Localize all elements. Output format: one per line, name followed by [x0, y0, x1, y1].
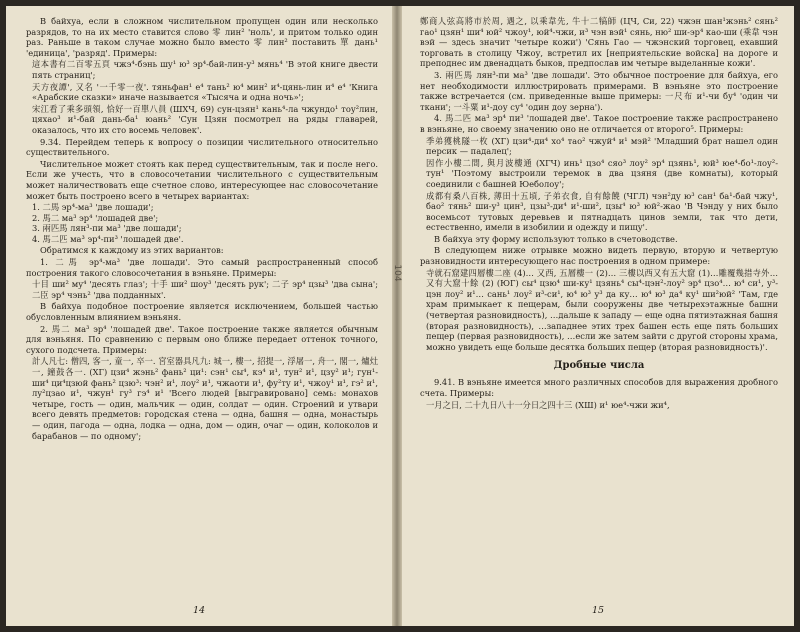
example: 計人凡七: 僧四, 客一, 童一, 卒一. 宮室器具凡九: 城一, 樓一, 招提一, 浮屠一, 舟一, 閣一, 爐灶一, 鐘鼓各一. (ХГ) цзи⁴ жэнь² фань² ци¹: сэн¹ сы⁴, кэ⁴ и¹, тун² и¹, цзу² и¹; гун¹-ши⁴ ци⁴цзюй фань² цзю³: чэн² и¹, лоу² и¹, чжаоти и¹, фу²ту и¹, чжоу¹ и¹, гэ² и¹, лу²цзао и¹, чжун¹ гу³ гэ⁴ и¹ 'Всего людей [выгравировано] семь: монахов четыре, гость — один, мальчик — один, солдат — один. Строений и утвари всего девять предметов: городская стена — одна, башня — одна, монастырь — один, пагода — одна, лодка — одна, дом — один, очаг — один, колоколов и барабанов — по одному';	[32, 356, 378, 441]
paragraph: 3. 兩匹馬 лян³-пи ма³ 'две лошади'. Это обычное построение для байхуа, его нет необходимости иллюстрировать примерами. В вэньяне это построение также встречается (см. приведенные выше примеры: 一尺布 и¹-чи бу⁴ 'один чи ткани'; 一斗粟 и¹-доу су⁴ 'один доу зерна').	[420, 69, 778, 112]
left-page-body	[26, 16, 378, 441]
right-page	[402, 6, 794, 626]
page-number-right: 15	[591, 605, 605, 616]
example: 十目 ши² му⁴ 'десять глаз'; 十手 ши² шоу³ 'десять рук'; 二子 эр⁴ цзы³ 'два сына'; 二臣 эр⁴ чэнь² 'два подданных'.	[32, 279, 378, 300]
example: 一月之日, 二十九日八十一分日之四十三 (ХШ) и¹ юе⁴-чжи жи⁴,	[426, 399, 670, 410]
example: 季弟獲桃隧一枚 (ХГ) цзи⁴-ди⁴ хо⁴ тао² чжуй⁴ и¹ мэй² 'Младший брат нашел один персик — падалец';	[426, 135, 778, 157]
paragraph: 9.41. В вэньяне имеется много различных способов для выражения дробного счета. Примеры:	[420, 377, 778, 398]
left-page	[6, 6, 392, 626]
section-heading: Дробные числа	[553, 360, 645, 372]
paragraph: 4. 馬二匹 ма³ эр⁴ пи³ 'лошадей две'. Такое построение также распространено в вэньяне, но своему значению оно не отличается от второго⁵. Примеры:	[420, 113, 778, 134]
paragraph: В следующем ниже отрывке можно видеть первую, вторую и четвертую разновидности интересующего нас построения в одном примере:	[420, 245, 778, 267]
page-number-left: 14	[192, 605, 206, 616]
right-page-body	[420, 16, 778, 410]
paragraph: 1. 二馬 эр⁴-ма³ 'две лошади'. Это самый распространенный способ построения такого словосочетания в вэньяне. Примеры:	[26, 257, 378, 278]
paragraph: В байхуа подобное построение является исключением, большей частью обусловленным влиянием вэньяня.	[26, 301, 378, 323]
example: 鄭商人弦高將市於周, 遇之, 以乘韋先, 牛十二犒師 (ЦЧ, Си, 22) чжэн шан¹жэнь² сянь² гао¹ цзян¹ ши⁴ юй² чжоу¹, юй⁴-чжи, и³ чэн вэй¹ сянь, ню² ши-эр⁴ као-ши (乘韋 чэн вэй — здесь значит 'четыре кожи') 'Сянь Гао — чжэнский торговец, ехавший торговать в столицу Чжоу, встретил их [неприятельские войска] на дороге и преподнес им двенадцать быков, предпослав им четыре выделанные кожи'.	[420, 16, 778, 69]
example: 宋江看了乘多頭領, 恰好一百單八員 (ШХЧ, 69) сун-цзян¹ кань⁴-ла чжундо¹ тоу²лин, цяхао³ и¹-бай дань-ба¹ юань² 'Сун Цзян посмотрел на ряды главарей, оказалось, что их сто восемь человек'.	[32, 103, 378, 135]
variant-list: 1. 二馬 эр⁴-ма³ 'две лошади'; 2. 馬二 ма³ эр⁴ 'лошадей две'; 3. 兩匹馬 лян³-пи ма³ 'две лошади'; 4. 馬二匹 ма³ эр⁴-пи³ 'лошадей две'.	[32, 202, 184, 244]
example: 寺就石窟建四層樓二座 (4)… 又西, 五層樓一 (2)… 三樓以西又有五大窟 (1)…雕覆幾措寺外… 又有大窟十餘 (2) (ЮГ) сы⁴ цзю⁴ ши-ку¹ цзянь⁴ сы⁴-цэн²-лоу² эр⁴ цзо⁴… ю⁴ си¹, у³-цэн лоу² и¹… сань¹ лоу² и³-си¹, ю⁴ ю³ у³ да ку… ю⁴ ю³ да⁴ ку¹ ши²юй² 'Там, где храм примыкает к пещерам, были сооружены две четырехэтажные башни (четвертая разновидность), …дальше к западу — еще одна пятиэтажная башня (вторая разновидность), …западнее этих трех башен есть еще пять больших пещер (первая разновидность), …если же затем зайти с другой стороны храма, можно увидеть еще больше десятка больших пещер (вторая разновидность)'.	[426, 267, 778, 352]
paragraph: 9.34. Перейдем теперь к вопросу о позиции числительного относительно существительного.	[26, 136, 378, 158]
paragraph: Числительное может стоять как перед существительным, так и после него. Если же учесть, что в словосочетании числительного с существительным может наличествовать еще счетное слово, интересующее нас словосочетание может быть построено всего в четырех вариантах:	[26, 158, 378, 201]
example: 成都有桑八百株, 薄田十五頃, 子弟衣食, 自有餘饒 (ЧГЛ) чэн²ду ю³ сан¹ ба¹-бай чжу¹, бао² тянь² ши-у³ цин³, цзы³-ди⁴ и¹-ши², цзы⁴ ю³ юй²-жао 'В Чэнду у них было восемьсот тутовых деревьев и пятнадцать цинов земли, так что дети, естественно, имели в изобилии и одежду и пищу'.	[426, 190, 778, 233]
example: 這本書有二百零五頁 чжэ⁴-бэнь шу¹ ю³ эр⁴-бай-лин-у³ мянь⁴ 'В этой книге двести пять страниц';	[32, 59, 378, 80]
paragraph: В байхуа, если в сложном числительном пропущен один или несколько разрядов, то на их место ставится слово 零 лин² 'ноль', и притом только один раз. Раньше в таком случае можно было вместо 零 лин² поставить 單 дань¹ 'единица', 'разряд'. Примеры:	[26, 16, 378, 58]
example: 因作小樓二間, 與月波樓通 (ХГЧ) инь¹ цзо⁴ сяо³ лоу² эр⁴ цзянь¹, юй³ юе⁴-бо¹-лоу²-тун¹ 'Поэтому выстроили теремок в два цзяня (две комнаты), который соединили с башней Юеболоу';	[426, 157, 778, 189]
gutter-mark: 104	[392, 264, 402, 282]
paragraph: 2. 馬二 ма³ эр⁴ 'лошадей две'. Такое построение также является обычным для вэньяня. По сравнению с первым оно ближе передает оттенок точного, сухого подсчета. Примеры:	[26, 323, 378, 355]
paragraph: Обратимся к каждому из этих вариантов:	[40, 245, 224, 256]
book-gutter	[392, 6, 402, 626]
paragraph: В байхуа эту форму используют только в счетоводстве.	[434, 233, 678, 244]
example: 天方夜譚', 又名 '一千零一夜'. тяньфан¹ е⁴ тань² ю⁴ мин² и⁴-цянь-лин и⁴ е⁴ 'Книга «Арабские сказки» иначе называется «Тысяча и одна ночь»';	[32, 81, 378, 103]
